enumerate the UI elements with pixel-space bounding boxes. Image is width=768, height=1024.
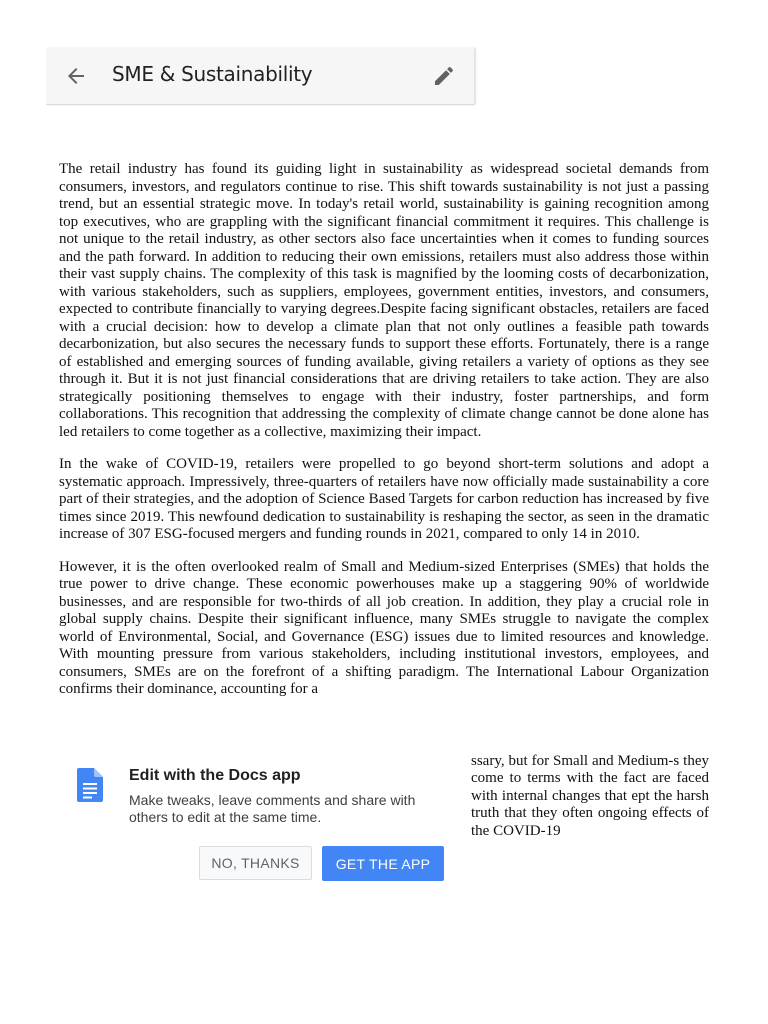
google-docs-icon [77,768,103,802]
no-thanks-button[interactable]: NO, THANKS [199,846,312,880]
app-toolbar [46,48,474,105]
get-the-app-button[interactable]: GET THE APP [322,846,444,881]
document-title: SME & Sustainability [112,62,313,86]
promo-title: Edit with the Docs app [129,767,301,784]
paragraph: However, it is the often overlooked realm of Small and Medium-sized Enterprises (SMEs) that holds the true power to drive change. These economic powerhouses make up a staggering 90% of worldwide businesses, and are responsible for two-thirds of all job creation. In addition, they play a crucial role in global supply chains. Despite their significant influence, many SMEs struggle to navigate the complex world of Environmental, Social, and Governance (ESG) issues due to limited resources and knowledge. With mounting pressure from various stakeholders, including institutional investors, employees, and consumers, SMEs are on the forefront of a shifting paradigm. The International Labour Organization confirms their dominance, accounting for a [59,558,709,697]
paragraph: In the wake of COVID-19, retailers were propelled to go beyond short-term solutions and adopt a systematic approach. Impressively, three-quarters of retailers have now officially made sustainability a core part of their strategies, and the adoption of Science Based Targets for carbon reduction has increased by five times since 2019. This newfound dedication to sustainability is reshaping the sector, as seen in the dramatic increase of 307 ESG-focused mergers and funding rounds in 2021, compared to only 14 in 2010. [59,456,709,542]
docs-app-promo-dialog [46,746,468,894]
paragraph: The retail industry has found its guiding light in sustainability as widespread societal demands from consumers, investors, and regulators continue to rise. This shift towards sustainability is not just a passing trend, but an essential strategic move. In today's retail world, sustainability is gaining recognition among top executives, who are grappling with the significant financial commitment it requires. This challenge is not unique to the retail industry, as other sectors also face uncertainties when it comes to funding sources and the path forward. In addition to reducing their own emissions, retailers must also address those within their vast supply chains. The complexity of this task is magnified by the looming costs of decarbonization, with various stakeholders, such as suppliers, employees, government entities, investors, and consumers, expected to contribute financially to varying degrees.Despite facing significant obstacles, retailers are faced with a crucial decision: how to develop a climate plan that not only outlines a feasible path towards decarbonization, but also secures the necessary funds to support these efforts. Fortunately, there is a range of established and emerging sources of funding available, giving retailers a variety of options as they see through it. But it is not just financial considerations that are driving retailers to take action. They are also strategically positioning themselves to engage with their industry, foster partnerships, and form collaborations. This recognition that addressing the complexity of climate change cannot be done alone has led retailers to come together as a collective, maximizing their impact. [59,161,709,440]
arrow-back-icon[interactable] [64,64,88,88]
promo-description: Make tweaks, leave comments and share with others to edit at the same time. [129,792,416,825]
pencil-icon[interactable] [432,64,456,88]
paragraph-fragment: ssary, but for Small and Medium-s they come to terms with the fact are faced with internal changes that ept the harsh truth that they often ongoing effects of the COVID-19 [471,752,709,839]
